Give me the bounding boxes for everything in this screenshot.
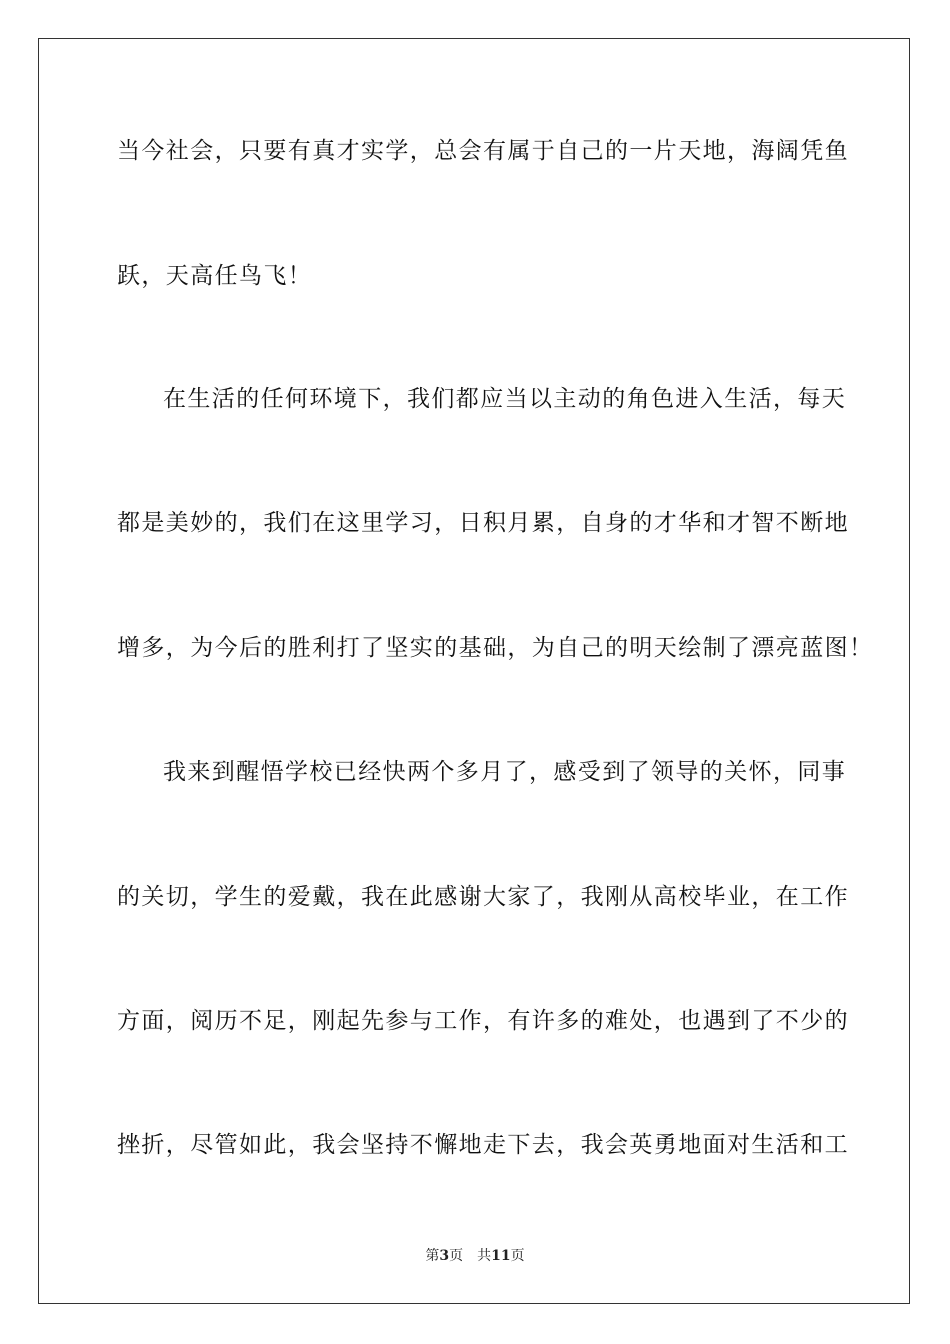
page-footer (0, 1246, 950, 1266)
text-line-9: 挫折，尽管如此，我会坚持不懈地走下去，我会英勇地面对生活和工 (117, 1132, 849, 1158)
page-prefix: 第 (425, 1248, 440, 1264)
current-page-number: 3 (439, 1248, 450, 1264)
text-line-4: 都是美妙的，我们在这里学习，日积月累，自身的才华和才智不断地 (117, 510, 849, 536)
text-line-3: 在生活的任何环境下，我们都应当以主动的角色进入生活，每天 (163, 386, 847, 412)
page-border (38, 38, 910, 1304)
text-line-5: 增多，为今后的胜利打了坚实的基础，为自己的明天绘制了漂亮蓝图！ (117, 635, 874, 661)
page-suffix: 页 (449, 1248, 464, 1264)
text-line-8: 方面，阅历不足，刚起先参与工作，有许多的难处，也遇到了不少的 (117, 1008, 849, 1034)
total-pages-number: 11 (491, 1248, 511, 1264)
text-line-1: 当今社会，只要有真才实学，总会有属于自己的一片天地，海阔凭鱼 (117, 138, 849, 164)
text-line-2: 跃，天高任鸟飞！ (117, 263, 313, 289)
total-prefix: 共 (477, 1248, 492, 1264)
text-line-6: 我来到醒悟学校已经快两个多月了，感受到了领导的关怀，同事 (163, 759, 847, 785)
total-suffix: 页 (510, 1248, 525, 1264)
text-line-7: 的关切，学生的爱戴，我在此感谢大家了，我刚从高校毕业，在工作 (117, 884, 849, 910)
